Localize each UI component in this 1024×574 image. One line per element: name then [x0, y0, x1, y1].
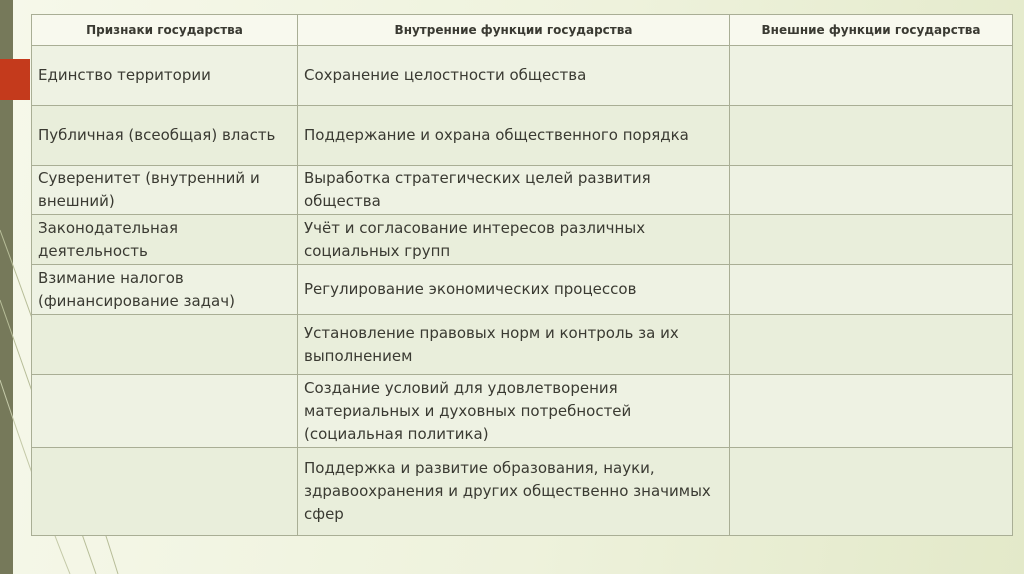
table-header-row [32, 15, 1013, 46]
feature-cell [32, 448, 298, 536]
header-internal-functions: Внутренние функции государства [298, 15, 730, 46]
feature-cell: Единство территории [32, 46, 298, 106]
internal-function-cell: Сохранение целостности общества [298, 46, 730, 106]
table-row [32, 315, 1013, 375]
external-function-cell [730, 166, 1013, 215]
internal-function-cell: Создание условий для удовлетворения материальных и духовных потребностей (социальная политика) [298, 375, 730, 448]
external-function-cell [730, 448, 1013, 536]
feature-cell [32, 375, 298, 448]
feature-cell [32, 315, 298, 375]
internal-function-cell: Поддержание и охрана общественного порядка [298, 106, 730, 166]
feature-cell: Взимание налогов (финансирование задач) [32, 265, 298, 315]
header-state-features: Признаки государства [32, 15, 298, 46]
internal-function-cell: Поддержка и развитие образования, науки, здравоохранения и других общественно значимых сфер [298, 448, 730, 536]
table-row [32, 375, 1013, 448]
external-function-cell [730, 106, 1013, 166]
header-external-functions: Внешние функции государства [730, 15, 1013, 46]
internal-function-cell: Регулирование экономических процессов [298, 265, 730, 315]
internal-function-cell: Установление правовых норм и контроль за их выполнением [298, 315, 730, 375]
table-row [32, 46, 1013, 106]
internal-function-cell: Учёт и согласование интересов различных социальных групп [298, 215, 730, 265]
table-row [32, 106, 1013, 166]
external-function-cell [730, 215, 1013, 265]
external-function-cell [730, 46, 1013, 106]
external-function-cell [730, 315, 1013, 375]
table-row [32, 265, 1013, 315]
table-row [32, 166, 1013, 215]
external-function-cell [730, 265, 1013, 315]
external-function-cell [730, 375, 1013, 448]
table-row [32, 215, 1013, 265]
table-row [32, 448, 1013, 536]
feature-cell: Публичная (всеобщая) власть [32, 106, 298, 166]
feature-cell: Суверенитет (внутренний и внешний) [32, 166, 298, 215]
feature-cell: Законодательная деятельность [32, 215, 298, 265]
state-functions-table [31, 14, 1013, 536]
internal-function-cell: Выработка стратегических целей развития общества [298, 166, 730, 215]
